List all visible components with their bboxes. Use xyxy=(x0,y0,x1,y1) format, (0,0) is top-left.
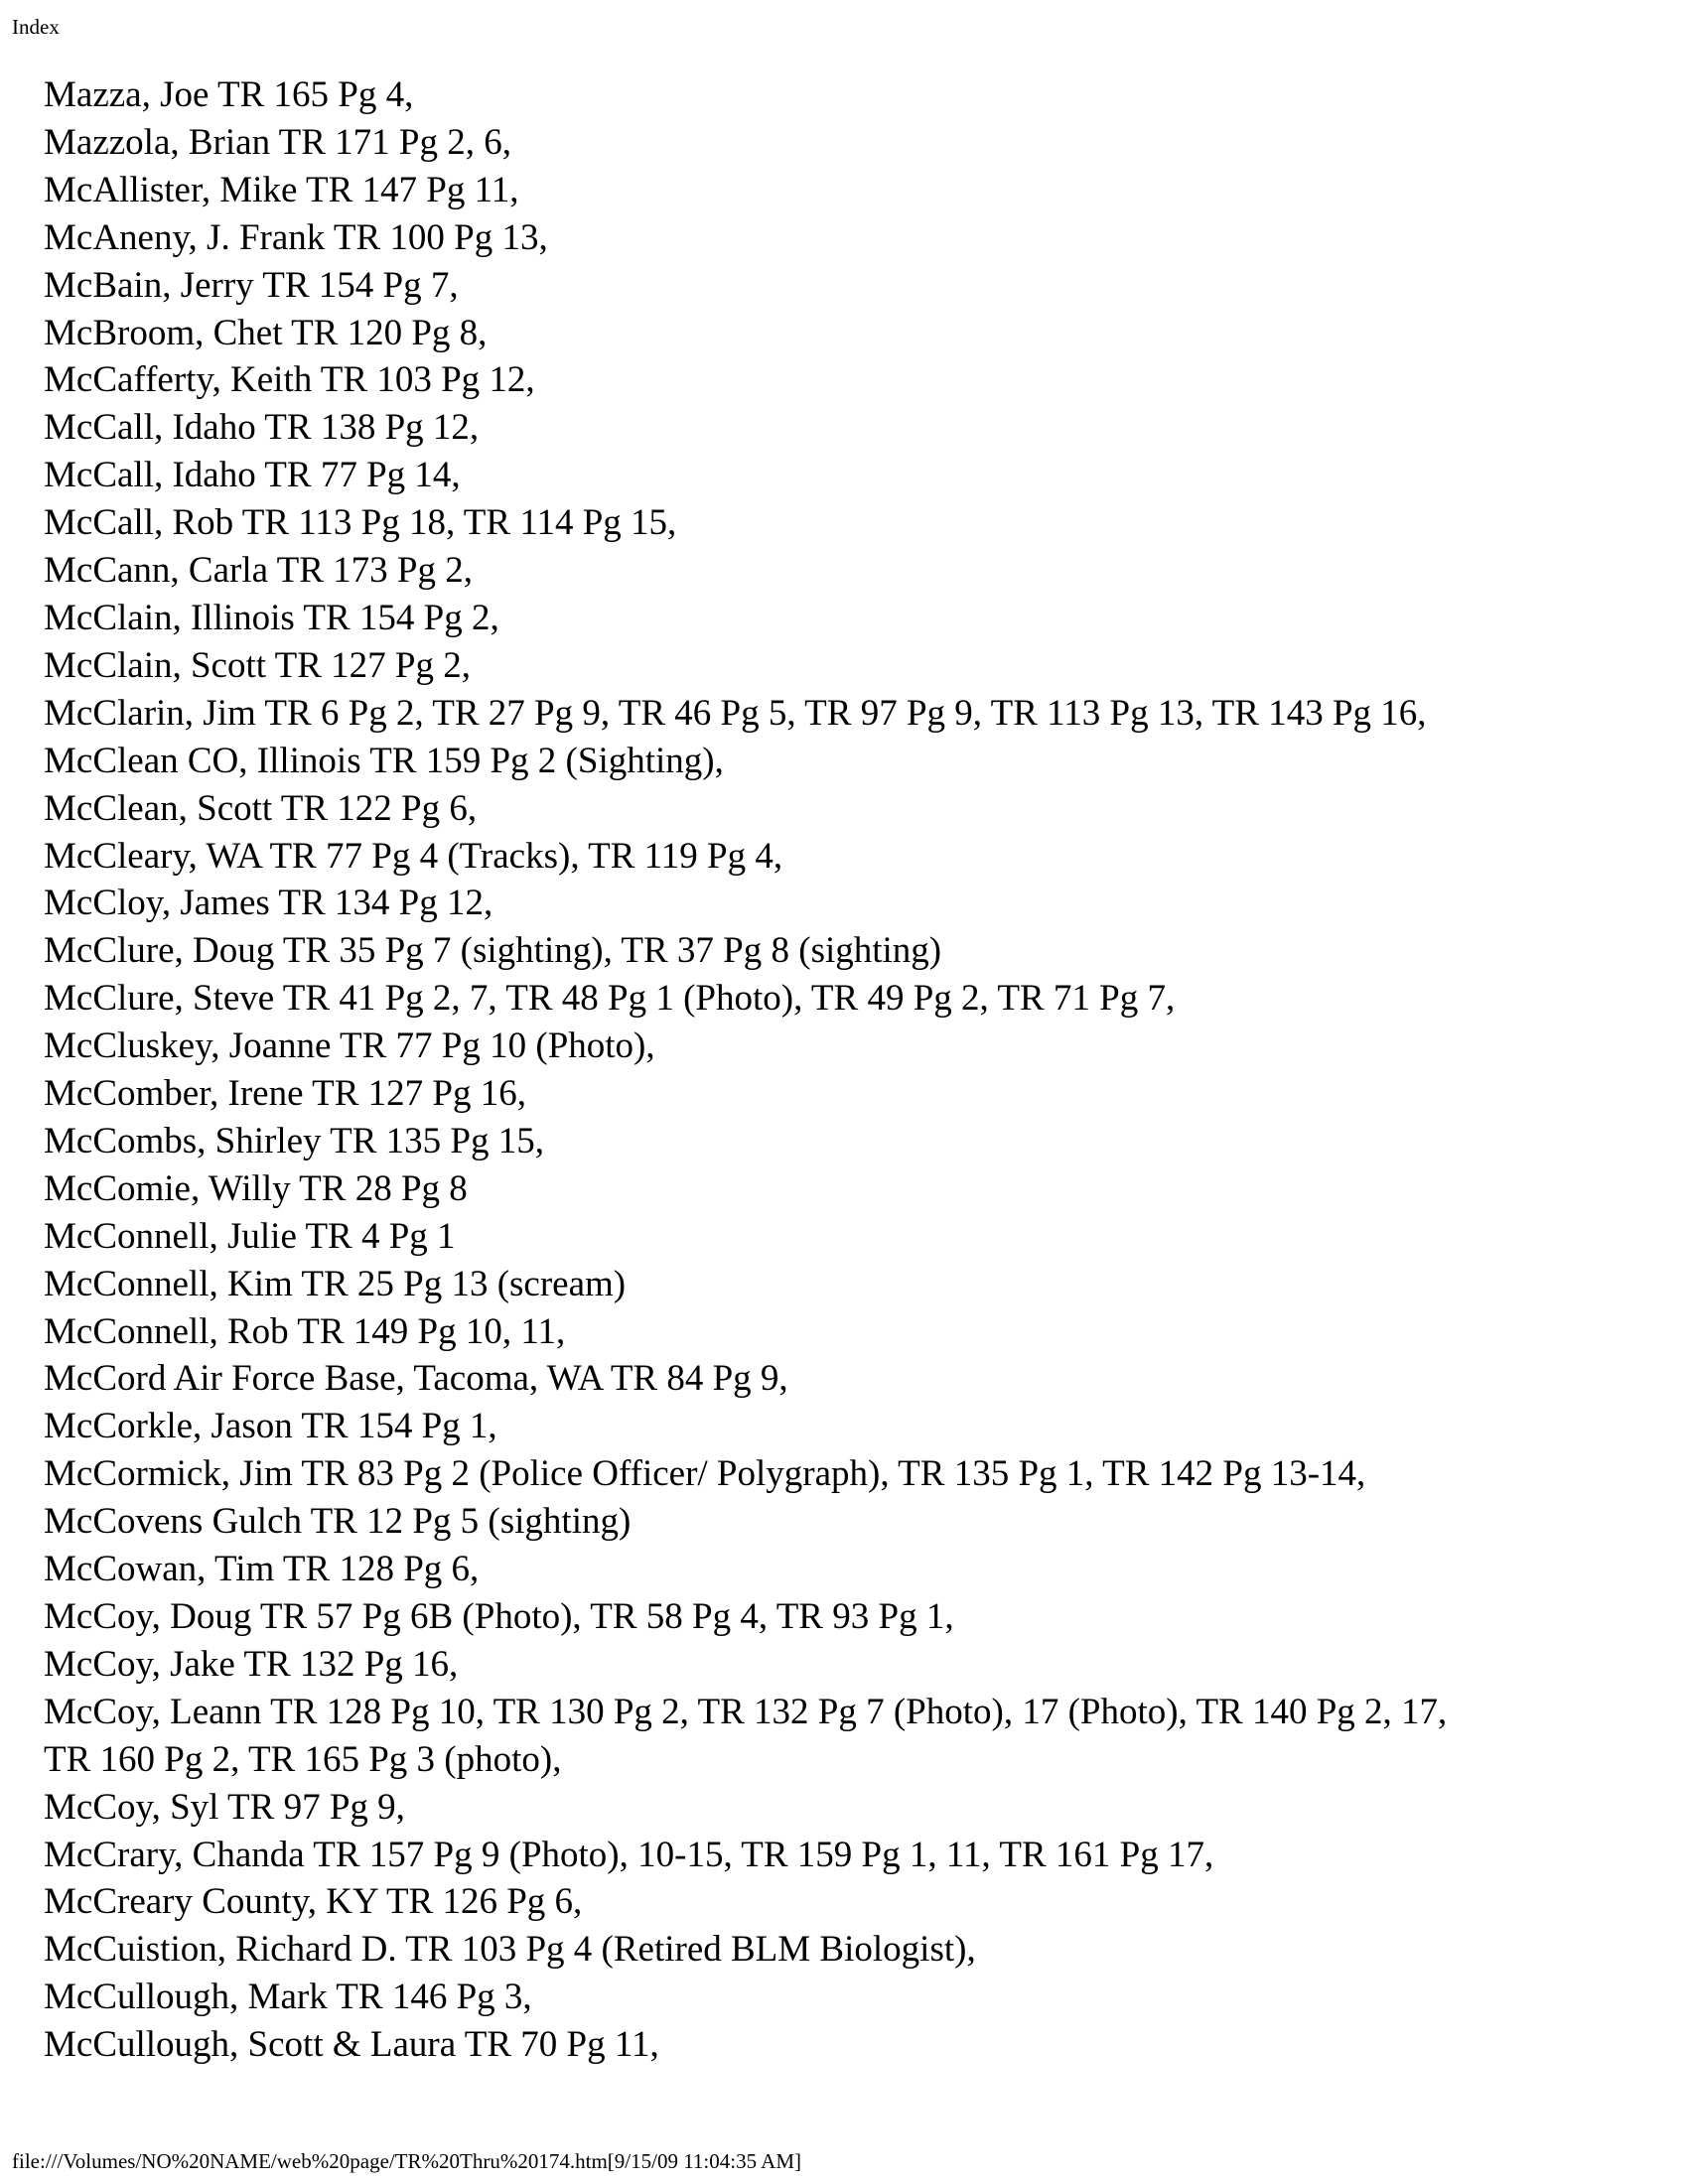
index-entry: McCord Air Force Base, Tacoma, WA TR 84 Pg 9, xyxy=(44,1358,788,1400)
index-entry: McConnell, Kim TR 25 Pg 13 (scream) xyxy=(44,1263,627,1304)
index-entry: McCuistion, Richard D. TR 103 Pg 4 (Retired BLM Biologist), xyxy=(44,1929,976,1971)
index-entry: McCreary County, KY TR 126 Pg 6, xyxy=(44,1881,583,1923)
index-entry: Mazza, Joe TR 165 Pg 4, xyxy=(44,74,414,115)
index-entry: McCall, Rob TR 113 Pg 18, TR 114 Pg 15, xyxy=(44,502,677,544)
index-entry: McBain, Jerry TR 154 Pg 7, xyxy=(44,264,459,306)
index-entry: McCafferty, Keith TR 103 Pg 12, xyxy=(44,359,535,401)
index-entry: McCorkle, Jason TR 154 Pg 1, xyxy=(44,1406,497,1447)
index-entry: McCoy, Doug TR 57 Pg 6B (Photo), TR 58 Pg 4, TR 93 Pg 1, xyxy=(44,1596,954,1637)
index-entry: McCullough, Mark TR 146 Pg 3, xyxy=(44,1977,532,2018)
index-entry: McCloy, James TR 134 Pg 12, xyxy=(44,883,493,924)
page-title: Index xyxy=(12,15,60,39)
index-entry: McCall, Idaho TR 138 Pg 12, xyxy=(44,407,480,449)
index-entry: McCoy, Syl TR 97 Pg 9, xyxy=(44,1786,405,1828)
index-entry: McConnell, Rob TR 149 Pg 10, 11, xyxy=(44,1310,566,1352)
index-entry: Mazzola, Brian TR 171 Pg 2, 6, xyxy=(44,121,512,163)
index-entry: McCullough, Scott & Laura TR 70 Pg 11, xyxy=(44,2024,659,2066)
index-entry: McAllister, Mike TR 147 Pg 11, xyxy=(44,169,519,210)
index-entry: McClain, Illinois TR 154 Pg 2, xyxy=(44,597,499,638)
index-entry: McConnell, Julie TR 4 Pg 1 xyxy=(44,1215,456,1257)
index-entry: McBroom, Chet TR 120 Pg 8, xyxy=(44,312,488,353)
index-entry: McClean CO, Illinois TR 159 Pg 2 (Sighting), xyxy=(44,740,724,781)
index-entry: McCall, Idaho TR 77 Pg 14, xyxy=(44,455,461,496)
index-entry: McCleary, WA TR 77 Pg 4 (Tracks), TR 119 Pg 4, xyxy=(44,835,783,877)
file-path-footer: file:///Volumes/NO%20NAME/web%20page/TR%20Thru%20174.htm[9/15/09 11:04:35 AM] xyxy=(12,2149,802,2173)
index-entry: McCluskey, Joanne TR 77 Pg 10 (Photo), xyxy=(44,1025,655,1067)
index-entry: McClure, Steve TR 41 Pg 2, 7, TR 48 Pg 1 (Photo), TR 49 Pg 2, TR 71 Pg 7, xyxy=(44,978,1176,1020)
index-entry: McCann, Carla TR 173 Pg 2, xyxy=(44,550,473,592)
index-entry: McAneny, J. Frank TR 100 Pg 13, xyxy=(44,216,548,258)
index-entry: McCombs, Shirley TR 135 Pg 15, xyxy=(44,1120,544,1161)
index-entry: McClure, Doug TR 35 Pg 7 (sighting), TR 37 Pg 8 (sighting) xyxy=(44,930,942,972)
index-entry: McClean, Scott TR 122 Pg 6, xyxy=(44,787,478,829)
index-entry: McCoy, Leann TR 128 Pg 10, TR 130 Pg 2, TR 132 Pg 7 (Photo), 17 (Photo), TR 140 Pg 2, 17, xyxy=(44,1691,1448,1732)
index-entry: McCovens Gulch TR 12 Pg 5 (sighting) xyxy=(44,1501,632,1543)
index-entry: McComie, Willy TR 28 Pg 8 xyxy=(44,1167,468,1209)
index-entry: McCowan, Tim TR 128 Pg 6, xyxy=(44,1549,480,1590)
index-entry: McCrary, Chanda TR 157 Pg 9 (Photo), 10-15, TR 159 Pg 1, 11, TR 161 Pg 17, xyxy=(44,1834,1214,1875)
index-entry: McComber, Irene TR 127 Pg 16, xyxy=(44,1073,526,1115)
index-entry-continuation: TR 160 Pg 2, TR 165 Pg 3 (photo), xyxy=(44,1738,562,1780)
index-entry: McCormick, Jim TR 83 Pg 2 (Police Officer/ Polygraph), TR 135 Pg 1, TR 142 Pg 13-14, xyxy=(44,1453,1366,1495)
index-entry: McClarin, Jim TR 6 Pg 2, TR 27 Pg 9, TR 46 Pg 5, TR 97 Pg 9, TR 113 Pg 13, TR 143 Pg 16, xyxy=(44,692,1427,734)
index-entry: McCoy, Jake TR 132 Pg 16, xyxy=(44,1643,459,1685)
index-entry-list xyxy=(44,71,1652,2069)
index-entry: McClain, Scott TR 127 Pg 2, xyxy=(44,644,471,686)
